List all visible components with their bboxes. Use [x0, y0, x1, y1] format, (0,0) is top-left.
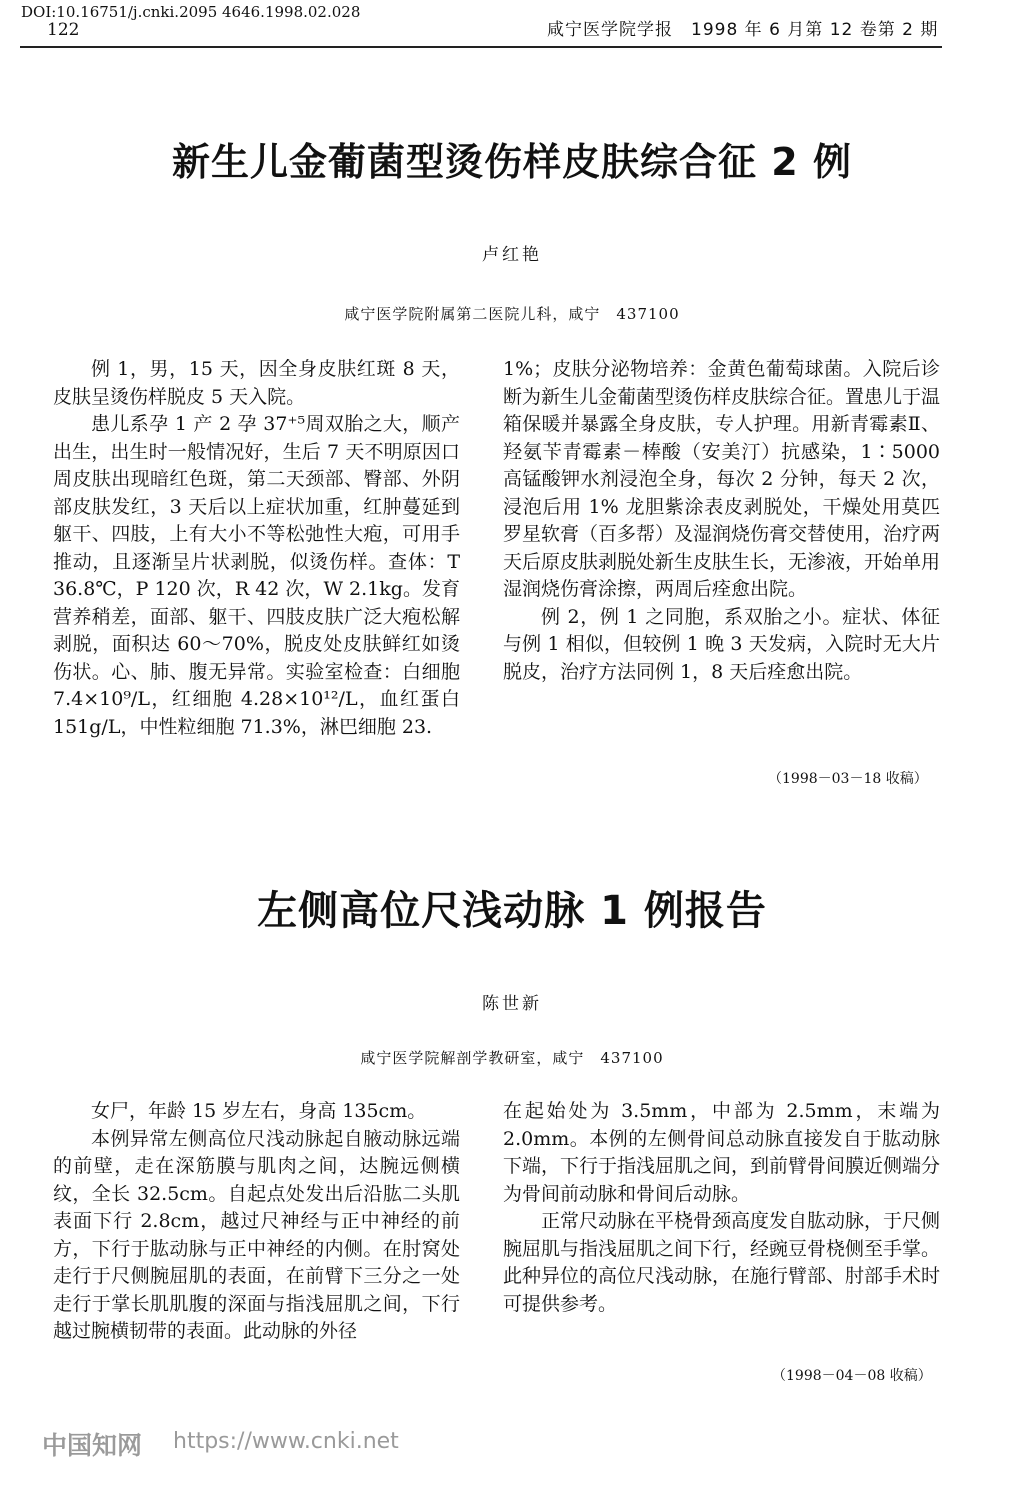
article2-paragraph: 正常尺动脉在平桡骨颈高度发自肱动脉，于尺侧腕屈肌与指浅屈肌之间下行，经豌豆骨桡侧至手掌。此种异位的高位尺浅动脉，在施行臂部、肘部手术时可提供参考。 — [503, 1210, 941, 1315]
article2-author: 陈世新 — [482, 994, 542, 1014]
journal-issue: 咸宁医学院学报 1998 年 6 月第 12 卷第 2 期 — [547, 20, 939, 40]
cnki-watermark-url: https://www.cnki.net — [173, 1429, 399, 1454]
cnki-watermark-brand: 中国知网 — [42, 1431, 143, 1460]
article2-affiliation: 咸宁医学院解剖学教研室，咸宁 437100 — [360, 1049, 664, 1067]
article1-received-date: （1998－03－18 收稿） — [768, 771, 928, 787]
article1-left-column — [53, 356, 460, 741]
article2-paragraph: 女尸，年龄 15 岁左右，身高 135cm。 — [91, 1100, 427, 1122]
article2-received-date: （1998－04－08 收稿） — [772, 1368, 932, 1384]
article1-paragraph: 患儿系孕 1 产 2 孕 37⁺⁵周双胎之大，顺产出生，出生时一般情况好，生后 7 天不明原因口周皮肤出现暗红色斑，第二天颈部、臀部、外阴部皮肤发红，3 天后以上症状加重，红肿蔓延到躯干、四肢，上有大小不等松弛性大疱，可用手推动，且逐渐呈片状剥脱，似烫伤样。查体：T 36.8℃，P 120 次，R 42 次，W 2.1kg。发育营养稍差，面部、躯干、四肢皮肤广泛大疱松解剥脱，面积达 60～70%，脱皮处皮肤鲜红如烫伤状。心、肺、腹无异常。实验室检查：白细胞 7.4×10⁹/L，红细胞 4.28×10¹²/L，血红蛋白 151g/L，中性粒细胞 71.3%，淋巴细胞 23. — [53, 413, 460, 738]
article1-author: 卢红艳 — [482, 245, 542, 265]
header-rule — [20, 46, 942, 48]
article2-title: 左侧高位尺浅动脉 1 例报告 — [257, 888, 767, 934]
article1-title: 新生儿金葡菌型烫伤样皮肤综合征 2 例 — [172, 140, 852, 184]
article2-right-column — [503, 1098, 940, 1318]
article2-paragraph: 本例异常左侧高位尺浅动脉起自腋动脉远端的前壁，走在深筋膜与肌肉之间，达腕远侧横纹，全长 32.5cm。自起点处发出后沿肱二头肌表面下行 2.8cm，越过尺神经与正中神经的前方，下行于肱动脉与正中神经的内侧。在肘窝处走行于尺侧腕屈肌的表面，在前臂下三分之一处走行于掌长肌肌腹的深面与指浅屈肌之间，下行越过腕横韧带的表面。此动脉的外径 — [53, 1127, 460, 1342]
article2-paragraph: 在起始处为 3.5mm，中部为 2.5mm，末端为 2.0mm。本例的左侧骨间总动脉直接发自于肱动脉下端，下行于指浅屈肌之间，到前臂骨间膜近侧端分为骨间前动脉和骨间后动脉。 — [503, 1100, 941, 1205]
article1-right-column — [503, 356, 940, 686]
article1-paragraph: 例 1，男，15 天，因全身皮肤红斑 8 天，皮肤呈烫伤样脱皮 5 天入院。 — [53, 358, 460, 408]
article2-left-column — [53, 1098, 460, 1346]
article1-affiliation: 咸宁医学院附属第二医院儿科，咸宁 437100 — [344, 305, 680, 323]
page-number: 122 — [47, 20, 80, 40]
doi-text: DOI:10.16751/j.cnki.2095 4646.1998.02.028 — [21, 3, 361, 21]
article1-paragraph: 例 2，例 1 之同胞，系双胎之小。症状、体征与例 1 相似，但较例 1 晚 3 天发病，入院时无大片脱皮，治疗方法同例 1，8 天后痊愈出院。 — [503, 605, 940, 683]
article1-paragraph: 1%；皮肤分泌物培养：金黄色葡萄球菌。入院后诊断为新生儿金葡菌型烫伤样皮肤综合征。置患儿于温箱保暖并暴露全身皮肤，专人护理。用新青霉素Ⅱ、羟氨苄青霉素－棒酸（安美汀）抗感染，1∶5000 高锰酸钾水剂浸泡全身，每次 2 分钟，每天 2 次，浸泡后用 1% 龙胆紫涂表皮剥脱处，干燥处用莫匹罗星软膏（百多帮）及湿润烧伤膏交替使用，治疗两天后原皮肤剥脱处新生皮肤生长，无渗液，开始单用湿润烧伤膏涂擦，两周后痊愈出院。 — [503, 358, 941, 600]
